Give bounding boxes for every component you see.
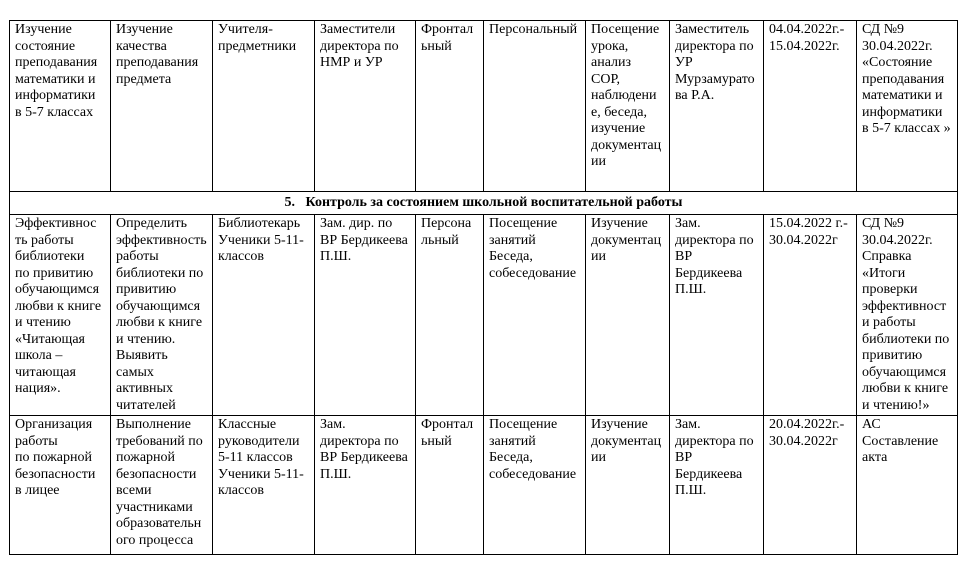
- cell-line: Заместители: [320, 22, 396, 37]
- cell-line: всеми: [116, 483, 152, 498]
- methods-cell: [586, 215, 670, 416]
- dates-cell: [764, 215, 857, 416]
- cell-line: Учителя-: [218, 22, 273, 37]
- control-form-cell: [484, 416, 586, 555]
- cell-line: безопасности: [15, 466, 96, 482]
- cell-line: е, беседа,: [591, 104, 647, 120]
- cell-line: Ученики 5-11-: [218, 232, 304, 248]
- cell-line: по пожарной: [15, 450, 93, 465]
- section-title: Контроль за состоянием школьной воспитательной работы: [305, 194, 683, 210]
- control-type-cell: [416, 416, 484, 555]
- cell-line: ВР: [675, 450, 693, 465]
- cell-line: Эффективнос: [15, 216, 97, 231]
- cell-line: состояние: [15, 38, 76, 54]
- cell-line: «Итоги: [862, 265, 906, 281]
- object-cell: [213, 416, 315, 555]
- cell-line: акта: [862, 450, 888, 465]
- cell-line: документац: [591, 232, 662, 248]
- cell-line: Посещение: [489, 417, 558, 432]
- cell-line: Изучение: [591, 417, 648, 432]
- cell-line: информатики: [862, 104, 943, 120]
- cell-line: читателей: [116, 397, 176, 413]
- cell-line: ии: [591, 249, 606, 264]
- cell-line: ьный: [421, 433, 452, 449]
- cell-line: 30.04.2022г.: [862, 232, 933, 248]
- dates-cell: [764, 21, 857, 192]
- cell-line: преподавания: [15, 55, 98, 70]
- section-number: 5.: [284, 194, 295, 210]
- topic-cell: [10, 21, 111, 192]
- cell-line: Мурзамурато: [675, 71, 755, 87]
- cell-line: Изучение: [15, 22, 72, 37]
- cell-line: собеседование: [489, 466, 577, 482]
- cell-line: СД №9: [862, 216, 905, 231]
- cell-line: директора по: [675, 232, 754, 248]
- cell-line: математики и: [862, 88, 943, 103]
- cell-line: руководители: [218, 433, 300, 449]
- cell-line: работы: [15, 433, 58, 449]
- cell-line: работы: [116, 249, 159, 264]
- cell-line: Зам.: [675, 417, 701, 432]
- cell-line: и работы: [862, 315, 916, 330]
- cell-line: Справка: [862, 249, 912, 264]
- cell-line: обучающимся: [116, 298, 201, 314]
- cell-line: требований по: [116, 433, 203, 449]
- cell-line: АС: [862, 417, 881, 432]
- cell-line: П.Ш.: [675, 483, 707, 498]
- cell-line: Изучение: [591, 216, 648, 231]
- cell-line: 15.04.2022г.: [769, 38, 840, 54]
- cell-line: классов: [218, 483, 265, 498]
- responsible-cell: [315, 21, 416, 192]
- cell-line: Библиотекарь: [218, 216, 301, 231]
- cell-line: занятий: [489, 433, 536, 449]
- cell-line: 15.04.2022 г.-: [769, 216, 848, 231]
- cell-line: документац: [591, 137, 662, 153]
- cell-line: Зам.: [675, 216, 701, 231]
- cell-line: Посещение: [591, 22, 660, 37]
- cell-line: ВР Бердикеева: [320, 232, 408, 248]
- executor-cell: [670, 215, 764, 416]
- cell-line: предметники: [218, 38, 297, 54]
- cell-line: Выявить: [116, 348, 168, 363]
- cell-line: обучающимся: [15, 282, 100, 297]
- cell-line: любви к книге: [116, 315, 203, 330]
- cell-line: пожарной: [116, 450, 176, 465]
- cell-line: любви к книге: [15, 298, 102, 314]
- cell-line: Персона: [421, 216, 472, 231]
- cell-line: ВР: [675, 249, 693, 264]
- cell-line: эффективност: [862, 298, 947, 314]
- cell-line: привитию: [862, 348, 923, 363]
- cell-line: библиотеки по: [116, 265, 204, 281]
- cell-line: Бердикеева: [675, 466, 743, 482]
- cell-line: 30.04.2022г: [769, 232, 838, 248]
- cell-line: директора по: [675, 38, 754, 54]
- cell-line: обучающимся: [862, 364, 947, 380]
- cell-line: Изучение: [116, 22, 173, 37]
- cell-line: самых: [116, 364, 154, 380]
- cell-line: Ученики 5-11-: [218, 466, 304, 482]
- cell-line: урока,: [591, 38, 629, 54]
- cell-line: образовательн: [116, 516, 202, 531]
- table-row: [10, 416, 958, 555]
- cell-line: Беседа,: [489, 450, 533, 465]
- cell-line: информатики: [15, 88, 96, 103]
- cell-line: занятий: [489, 232, 536, 248]
- cell-line: Организация: [15, 417, 93, 432]
- cell-line: Зам. дир. по: [320, 216, 393, 231]
- cell-line: Составление: [862, 433, 939, 449]
- section-heading: [10, 192, 958, 215]
- cell-line: безопасности: [116, 466, 197, 482]
- cell-line: предмета: [116, 71, 172, 87]
- control-form-cell: [484, 21, 586, 192]
- cell-line: 5-11 классов: [218, 450, 293, 465]
- methods-cell: [586, 21, 670, 192]
- cell-line: привитию: [116, 282, 177, 297]
- cell-line: классов: [218, 249, 265, 264]
- cell-line: читающая: [15, 364, 76, 380]
- goal-cell: [111, 215, 213, 416]
- cell-line: П.Ш.: [675, 282, 707, 297]
- responsible-cell: [315, 215, 416, 416]
- cell-line: ть работы: [15, 232, 74, 248]
- result-cell: [857, 215, 958, 416]
- cell-line: П.Ш.: [320, 249, 352, 264]
- cell-line: Фронтал: [421, 22, 474, 37]
- cell-line: Определить: [116, 216, 187, 231]
- topic-cell: [10, 215, 111, 416]
- cell-line: ВР Бердикеева: [320, 450, 408, 465]
- cell-line: Бердикеева: [675, 265, 743, 281]
- cell-line: школа –: [15, 348, 63, 363]
- cell-line: 30.04.2022г: [769, 433, 838, 449]
- methods-cell: [586, 416, 670, 555]
- result-cell: [857, 21, 958, 192]
- cell-line: Выполнение: [116, 417, 191, 432]
- cell-line: НМР и УР: [320, 55, 383, 70]
- cell-line: директора по: [675, 433, 754, 449]
- cell-line: нация».: [15, 381, 61, 396]
- goal-cell: [111, 416, 213, 555]
- cell-line: в лицее: [15, 483, 60, 498]
- cell-line: 04.04.2022г.-: [769, 22, 845, 37]
- cell-line: в 5-7 классах: [15, 104, 94, 120]
- cell-line: льный: [421, 232, 459, 248]
- cell-line: документац: [591, 433, 662, 449]
- cell-line: директора по: [320, 38, 399, 54]
- cell-line: Классные: [218, 417, 277, 432]
- cell-line: наблюдени: [591, 88, 657, 103]
- cell-line: математики и: [15, 71, 96, 87]
- object-cell: [213, 215, 315, 416]
- responsible-cell: [315, 416, 416, 555]
- topic-cell: [10, 416, 111, 555]
- cell-line: в 5-7 классах »: [862, 121, 951, 136]
- cell-line: Заместитель: [675, 22, 750, 37]
- control-type-cell: [416, 21, 484, 192]
- cell-line: преподавания: [862, 71, 945, 87]
- cell-line: по привитию: [15, 265, 94, 281]
- cell-line: участниками: [116, 499, 193, 515]
- goal-cell: [111, 21, 213, 192]
- cell-line: эффективность: [116, 232, 207, 248]
- cell-line: Посещение: [489, 216, 558, 231]
- cell-line: библиотеки: [15, 249, 85, 264]
- cell-line: Фронтал: [421, 417, 474, 432]
- cell-line: изучение: [591, 121, 646, 136]
- cell-line: ва Р.А.: [675, 88, 715, 103]
- cell-line: активных: [116, 381, 173, 396]
- dates-cell: [764, 416, 857, 555]
- cell-line: проверки: [862, 282, 918, 297]
- cell-line: собеседование: [489, 265, 577, 281]
- cell-line: УР: [675, 55, 693, 70]
- cell-line: анализ: [591, 55, 632, 70]
- control-form-cell: [484, 215, 586, 416]
- cell-line: любви к книге: [862, 381, 949, 396]
- object-cell: [213, 21, 315, 192]
- result-cell: [857, 416, 958, 555]
- executor-cell: [670, 21, 764, 192]
- cell-line: ии: [591, 450, 606, 465]
- cell-line: 20.04.2022г.-: [769, 417, 845, 432]
- cell-line: и чтению!»: [862, 397, 930, 413]
- cell-line: СОР,: [591, 71, 620, 87]
- cell-line: качества: [116, 38, 167, 54]
- cell-line: «Состояние: [862, 55, 933, 70]
- cell-line: СД №9: [862, 22, 905, 37]
- cell-line: Зам.: [320, 417, 346, 432]
- cell-line: и чтению: [15, 315, 71, 330]
- cell-line: Беседа,: [489, 249, 533, 264]
- section-row: [10, 192, 958, 215]
- cell-line: ьный: [421, 38, 452, 54]
- executor-cell: [670, 416, 764, 555]
- control-plan-table: [9, 20, 958, 555]
- cell-line: 30.04.2022г.: [862, 38, 933, 54]
- table-row: [10, 21, 958, 192]
- cell-line: преподавания: [116, 55, 199, 70]
- cell-line: библиотеки по: [862, 331, 950, 347]
- cell-line: П.Ш.: [320, 466, 352, 482]
- table-row: [10, 215, 958, 416]
- cell-line: ии: [591, 154, 606, 169]
- cell-line: и чтению.: [116, 331, 176, 347]
- cell-line: «Читающая: [15, 331, 85, 347]
- control-type-cell: [416, 215, 484, 416]
- cell-line: ого процесса: [116, 532, 194, 548]
- cell-line: директора по: [320, 433, 399, 449]
- cell-line: Персональный: [489, 22, 578, 37]
